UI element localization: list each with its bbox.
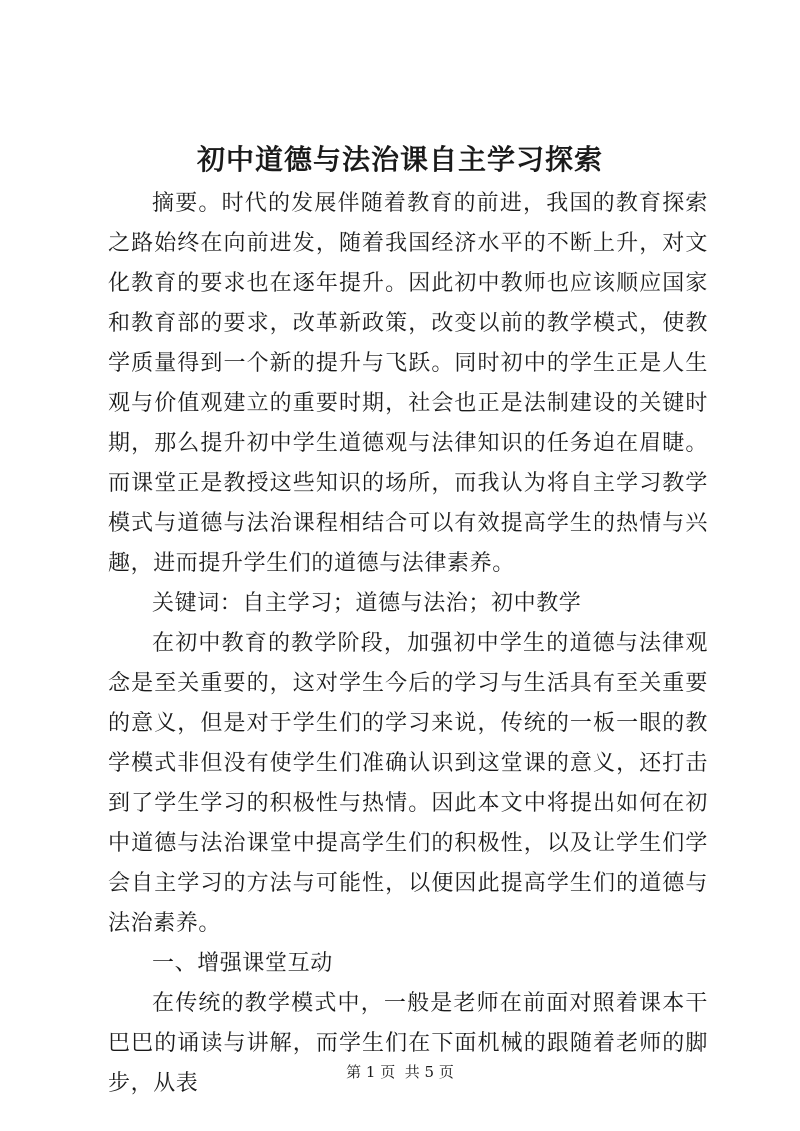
abstract-paragraph: 摘要。时代的发展伴随着教育的前进，我国的教育探索之路始终在向前进发，随着我国经济水平的不断上升，对文化教育的要求也在逐年提升。因此初中教师也应该顺应国家和教育部的要求，改革新政策，改变以前的教学模式，使教学质量得到一个新的提升与飞跃。同时初中的学生正是人生观与价值观建立的重要时期，社会也正是法制建设的关键时期，那么提升初中学生道德观与法律知识的任务迫在眉睫。而课堂正是教授这些知识的场所，而我认为将自主学习教学模式与道德与法治课程相结合可以有效提高学生的热情与兴趣，进而提升学生们的道德与法律素养。 xyxy=(108,191,708,576)
keywords-paragraph: 关键词：自主学习；道德与法治；初中教学 xyxy=(152,591,582,616)
page-footer xyxy=(0,1062,800,1082)
section-paragraph: 在传统的教学模式中，一般是老师在前面对照着课本干巴巴的诵读与讲解，而学生们在下面机械的跟随着老师的脚步，从表 xyxy=(108,991,708,1096)
intro-paragraph: 在初中教育的教学阶段，加强初中学生的道德与法律观念是至关重要的，这对学生今后的学习与生活具有至关重要的意义，但是对于学生们的学习来说，传统的一板一眼的教学模式非但没有使学生们准确认识到这堂课的意义，还打击到了学生学习的积极性与热情。因此本文中将提出如何在初中道德与法治课堂中提高学生们的积极性，以及让学生们学会自主学习的方法与可能性，以便因此提高学生们的道德与法治素养。 xyxy=(108,631,708,936)
document-body xyxy=(108,184,708,1104)
page-number-label: 第 1 页 共 5 页 xyxy=(346,1063,454,1081)
section-heading: 一、增强课堂互动 xyxy=(152,951,333,976)
document-title: 初中道德与法治课自主学习探索 xyxy=(196,143,603,176)
